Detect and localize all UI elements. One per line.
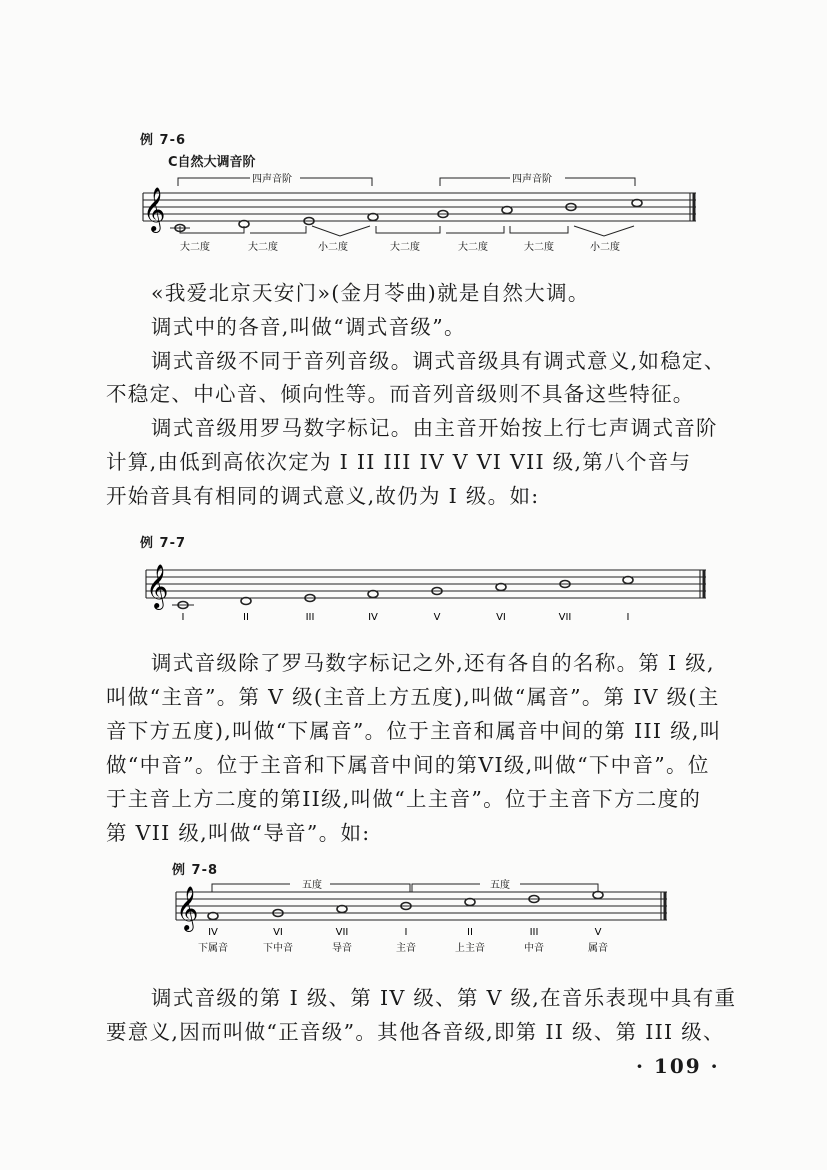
degree-label: I [626,612,630,623]
example-label: 例 7-6 [140,133,187,148]
degree-label: III [529,927,539,938]
paragraph: 不稳定、中心音、倾向性等。而音列音级则不具备这些特征。 [106,382,695,406]
bracket [212,884,598,892]
degree-label: VI [273,927,283,938]
degree-label: VII [335,927,349,938]
interval-label: 大二度 [180,242,210,253]
degree-label: III [305,612,315,623]
degree-name: 上主音 [455,943,485,954]
degree-label: I [404,927,408,938]
interval-label: 小二度 [318,242,348,253]
paragraph: «我爱北京天安门»(金月苓曲)就是自然大调。 [151,281,590,305]
degree-labels [208,927,601,938]
page-number: · 109 · [636,1054,720,1078]
degree-label: IV [208,927,218,938]
treble-clef-icon: 𝄞 [176,886,199,930]
degree-names [198,941,608,954]
bracket-label: 四声音阶 [252,174,292,185]
degree-name: 属音 [588,943,608,954]
bracket-label: 四声音阶 [512,174,552,185]
paragraph: 音下方五度),叫做“下属音”。位于主音和属音中间的第 III 级,叫 [106,719,722,743]
degree-label: II [467,927,473,938]
paragraph: 于主音上方二度的第II级,叫做“上主音”。位于主音下方二度的 [106,787,702,811]
paragraph: 调式音级不同于音列音级。调式音级具有调式意义,如稳定、 [151,349,726,373]
interval-label: 小二度 [590,242,620,253]
paragraph: 调式音级的第 I 级、第 IV 级、第 V 级,在音乐表现中具有重 [151,986,737,1010]
degree-label: I [181,612,185,623]
treble-clef-icon: 𝄞 [146,564,169,608]
interval-label: 大二度 [458,242,488,253]
degree-label: V [594,927,602,938]
degree-label: VI [496,612,506,623]
paragraph: 计算,由低到高依次定为 I II III IV V VI VII 级,第八个音与 [106,450,692,474]
treble-clef-icon: 𝄞 [143,187,166,231]
paragraph: 调式音级用罗马数字标记。由主音开始按上行七声调式音阶 [151,416,718,440]
example-label: 例 7-7 [140,536,187,551]
bracket-label: 五度 [302,880,322,891]
paragraph: 开始音具有相同的调式意义,故仍为 I 级。如: [106,484,540,508]
degree-name: 下属音 [198,943,228,954]
degree-label: IV [368,612,378,623]
paragraph: 叫做“主音”。第 V 级(主音上方五度),叫做“属音”。第 IV 级(主 [106,685,720,709]
interval-label: 大二度 [524,242,554,253]
example-subtitle: C自然大调音阶 [168,155,256,170]
degree-label: II [243,612,249,623]
degree-name: 中音 [524,943,544,954]
interval-label: 大二度 [248,242,278,253]
degree-name: 导音 [332,943,352,954]
degree-label: VII [558,612,572,623]
degree-name: 主音 [396,943,416,954]
bracket-label: 五度 [490,880,510,891]
interval-label: 大二度 [390,242,420,253]
degree-name: 下中音 [263,943,293,954]
paragraph: 做“中音”。位于主音和下属音中间的第VI级,叫做“下中音”。位 [106,753,710,777]
paragraph: 要意义,因而叫做“正音级”。其他各音级,即第 II 级、第 III 级、 [106,1020,725,1044]
degree-label: V [433,612,441,623]
paragraph: 调式中的各音,叫做“调式音级”。 [151,315,466,339]
paragraph: 调式音级除了罗马数字标记之外,还有各自的名称。第 I 级, [151,651,715,675]
example-label: 例 7-8 [172,863,219,878]
paragraph: 第 VII 级,叫做“导音”。如: [106,821,371,845]
